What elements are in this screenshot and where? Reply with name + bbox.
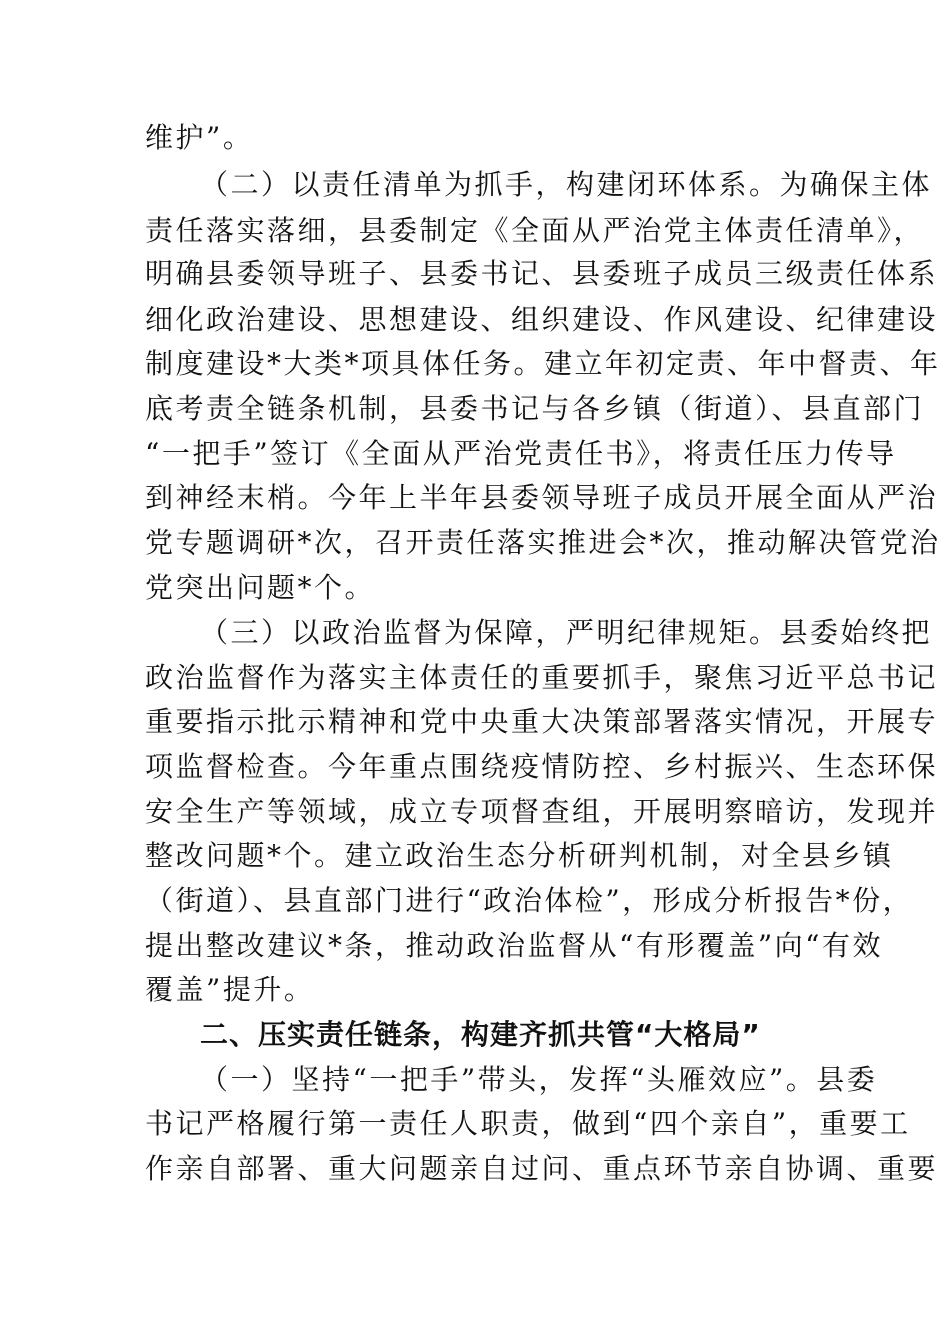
section-lead-line: （二）以责任清单为抓手，构建闭环体系。为确保主体 — [200, 168, 933, 201]
section-lead-line: （一）坚持“一把手”带头，发挥“头雁效应”。县委 — [200, 1063, 878, 1096]
text-line: 重要指示批示精神和党中央重大决策部署落实情况，开展专 — [145, 705, 939, 738]
text-line: 责任落实落细，县委制定《全面从严治党主体责任清单》， — [145, 214, 925, 247]
text-line: 维护”。 — [145, 121, 254, 154]
text-line: 覆盖”提升。 — [145, 973, 315, 1006]
text-line: 整改问题*个。建立政治生态分析研判机制，对全县乡镇 — [145, 839, 894, 872]
section-heading: 二、压实责任链条，构建齐抓共管“大格局” — [200, 1018, 761, 1051]
text-line: “一把手”签订《全面从严治党责任书》，将责任压力传导 — [145, 437, 897, 470]
section-lead-line: （三）以政治监督为保障，严明纪律规矩。县委始终把 — [200, 616, 933, 649]
text-line: 作亲自部署、重大问题亲自过问、重点环节亲自协调、重要 — [145, 1152, 939, 1185]
text-line: 提出整改建议*条，推动政治监督从“有形覆盖”向“有效 — [145, 929, 883, 962]
text-line: 政治监督作为落实主体责任的重要抓手，聚焦习近平总书记 — [145, 661, 939, 694]
text-line: 底考责全链条机制，县委书记与各乡镇（街道）、县直部门 — [145, 392, 925, 425]
text-line: 安全生产等领域，成立专项督查组，开展明察暗访，发现并 — [145, 795, 939, 828]
text-line: 项监督检查。今年重点围绕疫情防控、乡村振兴、生态环保 — [145, 750, 939, 783]
text-line: 制度建设*大类*项具体任务。建立年初定责、年中督责、年 — [145, 347, 941, 380]
text-line: 书记严格履行第一责任人职责，做到“四个亲自”，重要工 — [145, 1107, 911, 1140]
text-line: 到神经末梢。今年上半年县委领导班子成员开展全面从严治 — [145, 481, 939, 514]
text-line: 细化政治建设、思想建设、组织建设、作风建设、纪律建设 — [145, 303, 939, 336]
text-line: 党突出问题*个。 — [145, 571, 376, 604]
text-line: 明确县委领导班子、县委书记、县委班子成员三级责任体系 — [145, 257, 939, 290]
text-line: （街道）、县直部门进行“政治体检”，形成分析报告*份， — [145, 884, 914, 917]
text-line: 党专题调研*次，召开责任落实推进会*次，推动解决管党治 — [145, 526, 941, 559]
